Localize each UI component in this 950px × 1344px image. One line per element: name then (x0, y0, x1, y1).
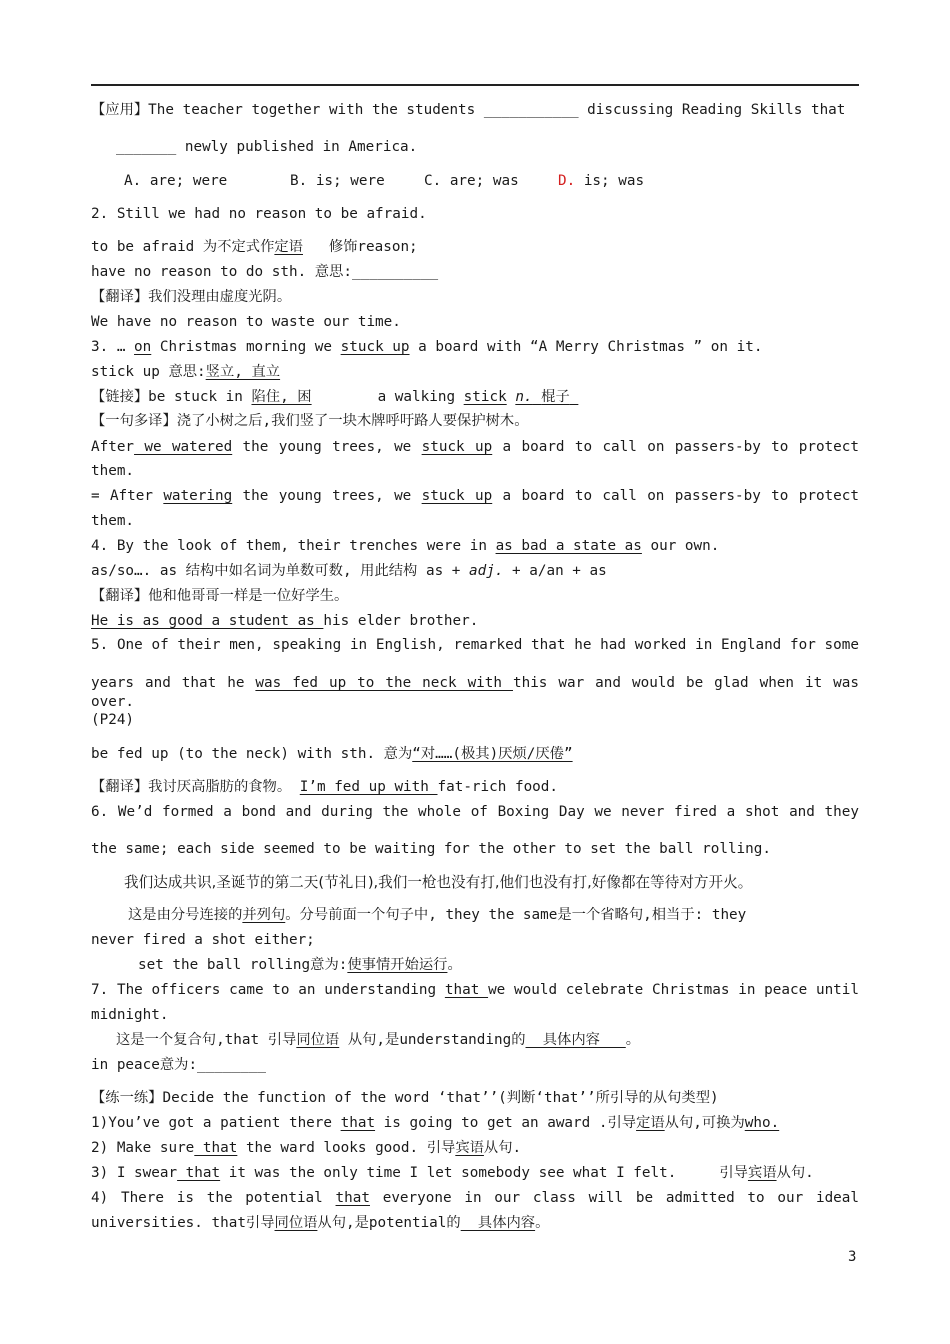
practice-3: 3) I swear that it was the only time I let somebody see what I felt. 引导宾语从句. (91, 1165, 814, 1181)
item-5-cont: years and that he was fed up to the neck with this war and would be glad when it was over. (91, 675, 859, 710)
item-2-note: to be afraid 为不定式作定语 修饰reason; (91, 239, 418, 255)
item-6: 6. We’d formed a bond and during the whole of Boxing Day we never fired a shot and they (91, 804, 859, 820)
item-4-note: as/so…. as 结构中如名词为单数可数, 用此结构 as + adj. + a/an + as (91, 563, 607, 579)
item-3-meaning: stick up 意思:竖立, 直立 (91, 364, 281, 380)
header-rule (91, 84, 859, 86)
practice-2: 2) Make sure that the ward looks good. 引导宾语从句. (91, 1140, 522, 1156)
item-5-translate: 【翻译】我讨厌高脂肪的食物。 I’m fed up with fat-rich food. (91, 779, 559, 795)
item-4-translate: 【翻译】他和他哥哥一样是一位好学生。 (91, 588, 349, 604)
practice-4-cont: universities. that引导同位语从句,是potential的 具体内容。 (91, 1215, 550, 1231)
item-3-multi: 【一句多译】浇了小树之后,我们竖了一块木牌呼吁路人要保护树木。 (91, 413, 529, 429)
practice-title: 【练一练】Decide the function of the word ‘that’’(判断‘that’’所引导的从句类型) (91, 1090, 719, 1106)
item-3: 3. … on Christmas morning we stuck up a board with “A Merry Christmas ” on it. (91, 339, 763, 355)
item-3-ans1: After we watered the young trees, we stuck up a board to call on passers-by to protect (91, 439, 859, 455)
item-7: 7. The officers came to an understanding that we would celebrate Christmas in peace until (91, 982, 860, 998)
item-2-answer: We have no reason to waste our time. (91, 314, 401, 330)
item-6-cont: the same; each side seemed to be waiting for the other to set the ball rolling. (91, 841, 771, 857)
item-3-ans1-cont: them. (91, 463, 135, 479)
option-d-text: is; was (575, 173, 645, 189)
item-5-page-ref: (P24) (91, 712, 135, 728)
item-4: 4. By the look of them, their trenches were in as bad a state as our own. (91, 538, 720, 554)
item-7-meaning: in peace意为:________ (91, 1057, 266, 1073)
practice-4: 4) There is the potential that everyone in our class will be admitted to our ideal (91, 1190, 860, 1206)
option-a: A. are; were (124, 173, 228, 189)
item-7-note: 这是一个复合句,that 引导同位语 从句,是understanding的 具体内容 。 (116, 1032, 641, 1048)
item-3-ans2-cont: them. (91, 513, 135, 529)
option-d-letter: D. (558, 173, 576, 189)
apply-question-cont: _______ newly published in America. (116, 139, 418, 155)
item-5-note: be fed up (to the neck) with sth. 意为“对……(极其)厌烦/厌倦” (91, 746, 573, 762)
item-3-ans2: = After watering the young trees, we stuck up a board to call on passers-by to protect (91, 488, 859, 504)
page-number: 3 (848, 1249, 857, 1265)
item-3-link: 【链接】be stuck in 陷住, 困 a walking stick n. 棍子 (91, 389, 570, 405)
apply-question: 【应用】The teacher together with the students ___________ discussing Reading Skills that (91, 102, 846, 118)
item-6-phrase: set the ball rolling意为:使事情开始运行。 (138, 957, 462, 973)
item-7-cont: midnight. (91, 1007, 169, 1023)
option-c: C. are; was (424, 173, 519, 189)
item-6-note-cont: never fired a shot either; (91, 932, 315, 948)
item-2: 2. Still we had no reason to be afraid. (91, 206, 427, 222)
item-4-answer: He is as good a student as his elder brother. (91, 613, 479, 629)
option-b: B. is; were (290, 173, 385, 189)
practice-1: 1)You’ve got a patient there that is going to get an award .引导定语从句,可换为who. (91, 1115, 780, 1131)
item-2-meaning: have no reason to do sth. 意思:__________ (91, 264, 439, 280)
item-6-chinese: 我们达成共识,圣诞节的第二天(节礼日),我们一枪也没有打,他们也没有打,好像都在等待对方开火。 (124, 874, 753, 891)
apply-options (124, 172, 892, 191)
item-6-note: 这是由分号连接的并列句。分号前面一个句子中, they the same是一个省略句,相当于: they (128, 907, 747, 923)
item-2-translate: 【翻译】我们没理由虚度光阴。 (91, 289, 292, 305)
item-5: 5. One of their men, speaking in English, remarked that he had worked in England for some (91, 637, 859, 653)
